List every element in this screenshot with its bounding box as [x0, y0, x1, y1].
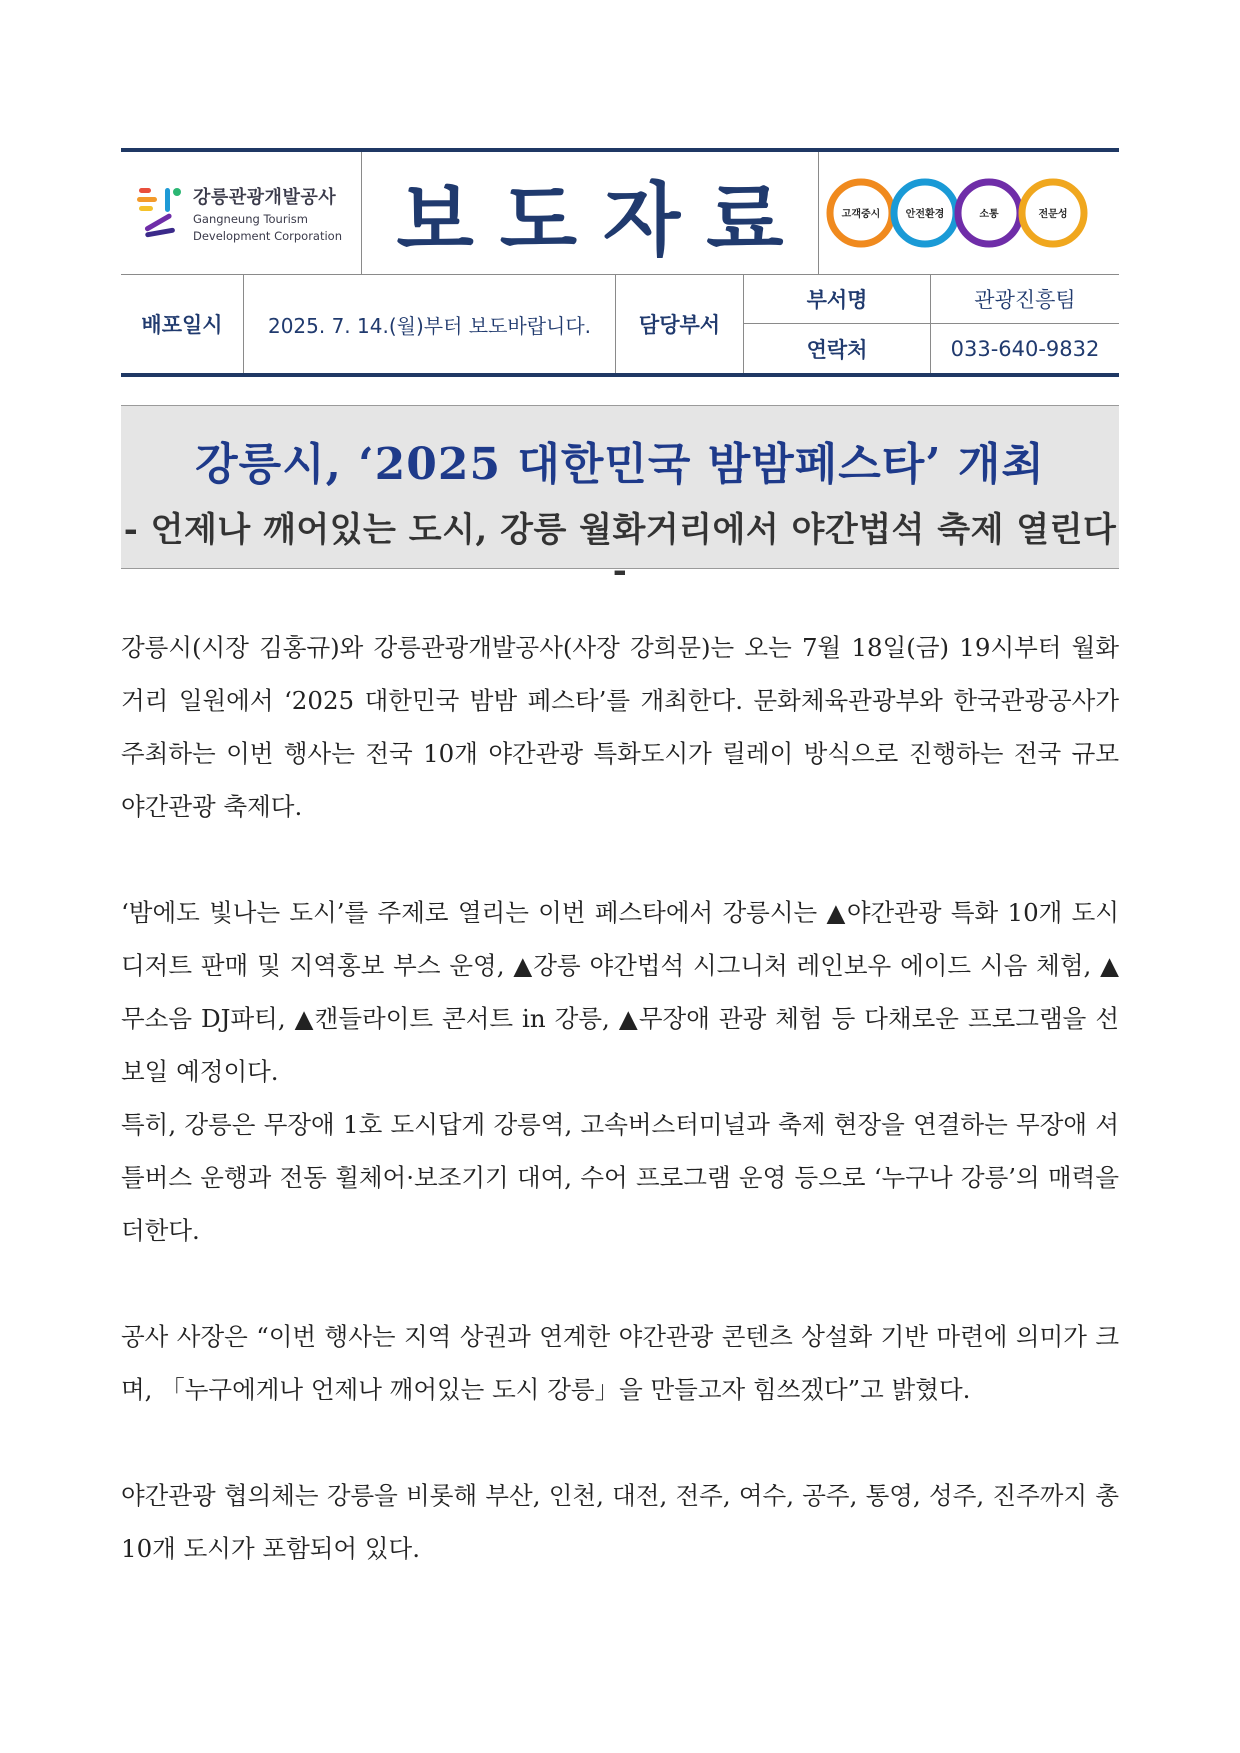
org-name-en-1: Gangneung Tourism — [193, 212, 308, 226]
org-name-en-2: Development Corporation — [193, 229, 343, 243]
paragraph-2: ‘밤에도 빛나는 도시’를 주제로 열리는 이번 페스타에서 강릉시는 ▲야간관광 특화 10개 도시 디저트 판매 및 지역홍보 부스 운영, ▲강릉 야간법석 시그니처 레인보우 에이드 시음 체험, ▲무소음 DJ파티, ▲캔들라이트 콘서트 in 강릉, ▲무장애 관광 체험 등 다채로운 프로그램을 선보일 예정이다. — [121, 898, 1119, 1086]
article-body — [121, 621, 1119, 1575]
paragraph-1: 강릉시(시장 김홍규)와 강릉관광개발공사(사장 강희문)는 오는 7월 18일(금) 19시부터 월화거리 일원에서 ‘2025 대한민국 밤밤 페스타’를 개최한다. 문화체육관광부와 한국관광공사가 주최하는 이번 행사는 전국 10개 야간관광 특화도시가 릴레이 방식으로 진행하는 전국 규모 야간관광 축제다. — [121, 633, 1119, 821]
org-logo-icon — [135, 184, 185, 242]
header — [121, 148, 1119, 275]
release-info-table — [121, 275, 1119, 377]
contact-label: 연락처 — [744, 324, 931, 373]
core-value-label-1: 고객중시 — [841, 209, 881, 220]
release-label: 배포일시 — [121, 275, 244, 373]
dept-label: 담당부서 — [616, 275, 744, 373]
dept-name-label: 부서명 — [744, 275, 931, 324]
release-date: 2025. 7. 14.(월)부터 보도바랍니다. — [244, 275, 616, 373]
core-values-rings — [825, 168, 1115, 258]
core-value-label-3: 소통 — [979, 209, 999, 220]
core-values — [819, 152, 1119, 274]
headline: 강릉시, ‘2025 대한민국 밤밤페스타’ 개최 — [195, 439, 1045, 490]
paragraph-3: 특히, 강릉은 무장애 1호 도시답게 강릉역, 고속버스터미널과 축제 현장을 연결하는 무장애 셔틀버스 운행과 전동 휠체어·보조기기 대여, 수어 프로그램 운영 등으로 ‘누구나 강릉’의 매력을 더한다. — [121, 1110, 1119, 1245]
org-logo — [121, 152, 362, 274]
headline-box — [121, 405, 1119, 591]
paragraph-4: 공사 사장은 “이번 행사는 지역 상권과 연계한 야간관광 콘텐츠 상설화 기반 마련에 의미가 크며, 「누구에게나 언제나 깨어있는 도시 강릉」을 만들고자 힘쓰겠다”고 밝혔다. — [121, 1322, 1119, 1404]
contact-number: 033-640-9832 — [950, 336, 1100, 361]
org-name-kr: 강릉관광개발공사 — [193, 187, 337, 208]
doc-title: 보도자료 — [396, 173, 810, 267]
press-release-page — [121, 148, 1119, 1575]
dept-name: 관광진흥팀 — [931, 275, 1119, 324]
paragraph-5: 야간관광 협의체는 강릉을 비롯해 부산, 인천, 대전, 전주, 여수, 공주, 통영, 성주, 진주까지 총 10개 도시가 포함되어 있다. — [121, 1481, 1119, 1563]
subheadline: - 언제나 깨어있는 도시, 강릉 월화거리에서 야간법석 축제 열린다 - — [123, 510, 1117, 591]
core-value-label-4: 전문성 — [1038, 209, 1068, 220]
core-value-label-2: 안전환경 — [905, 209, 945, 220]
